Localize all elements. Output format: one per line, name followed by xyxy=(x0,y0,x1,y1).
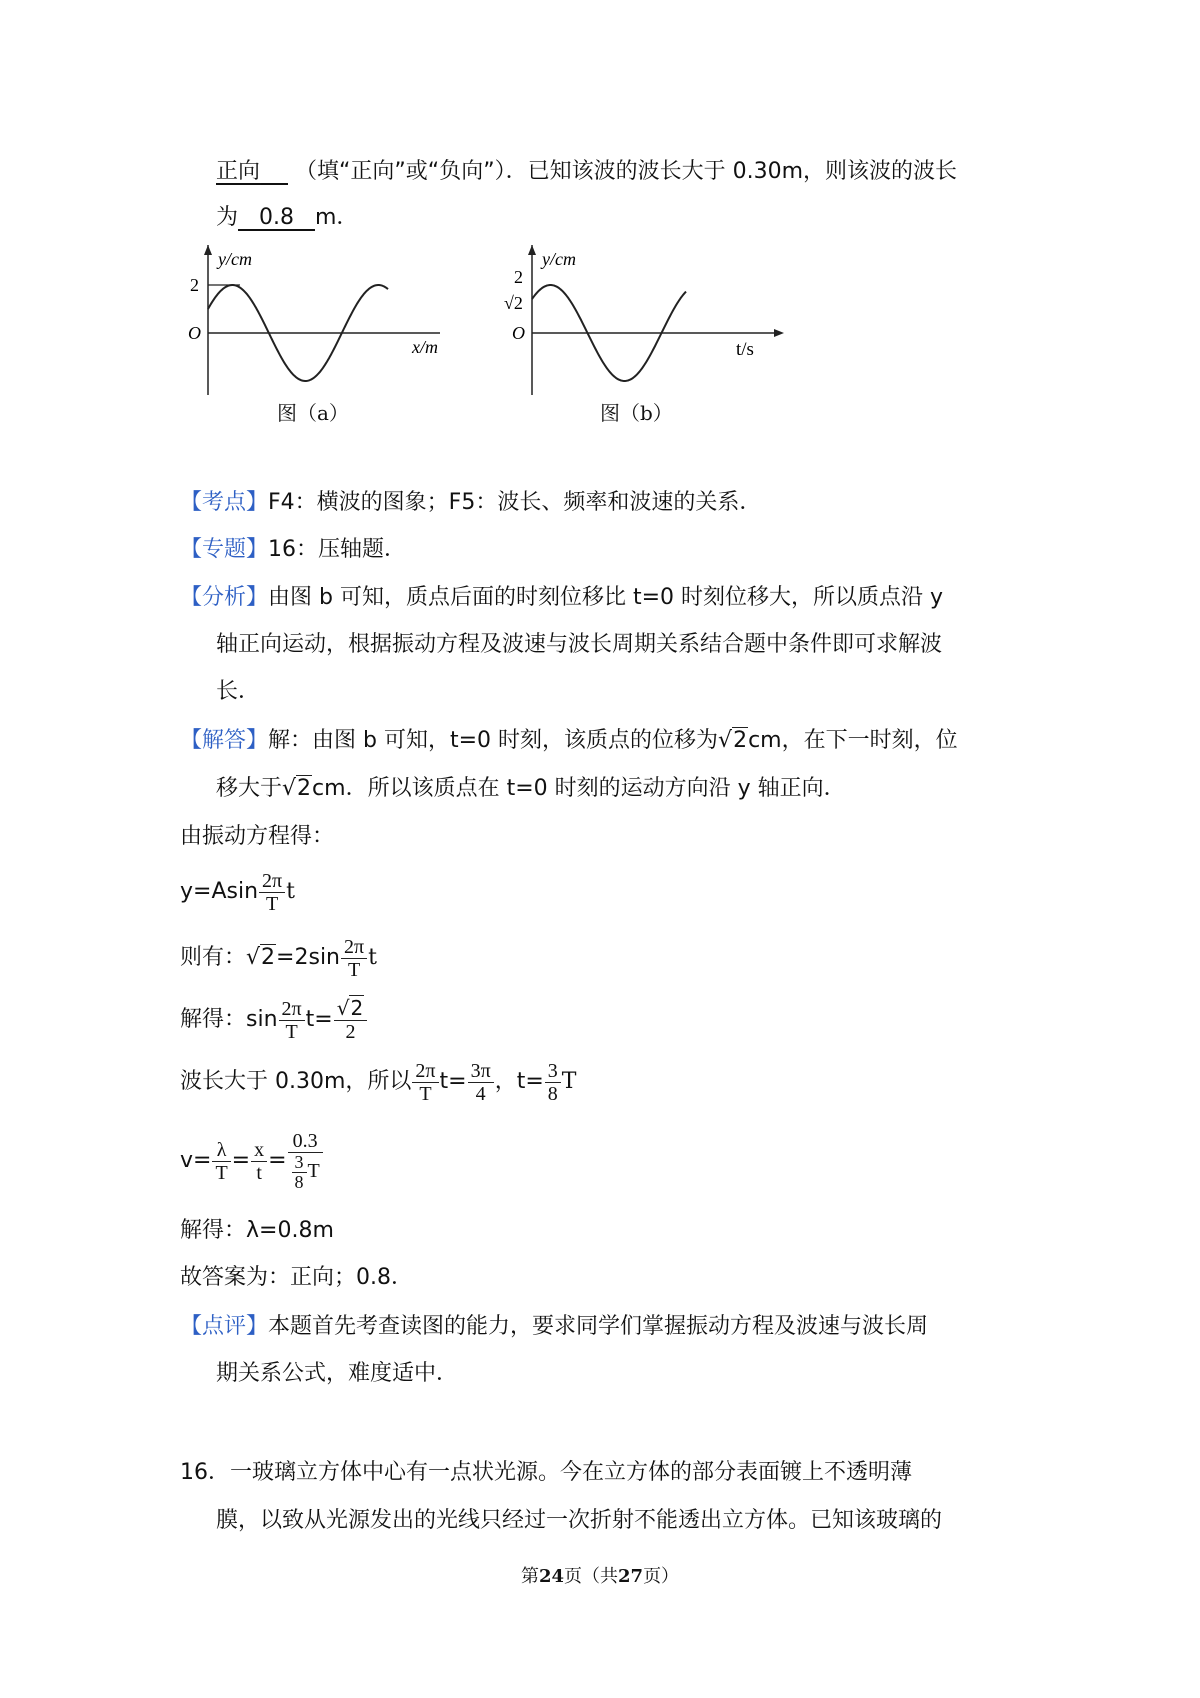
eq1-lhs: y=Asin xyxy=(180,879,259,904)
eq3-prefix: 解得：sin xyxy=(180,1007,278,1032)
eq3-rhs-radicand: 2 xyxy=(350,996,364,1020)
fig-a-caption: 图（a） xyxy=(277,401,349,425)
dianping-section xyxy=(180,1312,928,1342)
eq5-den3 xyxy=(288,1153,323,1192)
eq5-eq2: = xyxy=(268,1148,287,1173)
kaodian-text: F4：横波的图象；F5：波长、频率和波速的关系． xyxy=(268,490,762,515)
fig-b-tick-sqrt2: √2 xyxy=(504,293,523,313)
dianping-line1: 本题首先考查读图的能力，要求同学们掌握振动方程及波速与波长周 xyxy=(268,1314,929,1339)
blank-answer-direction: 正向 xyxy=(216,159,261,184)
zhuanti-section xyxy=(180,535,406,565)
eq2-t: t xyxy=(368,945,377,970)
footer-prefix: 第 xyxy=(520,1566,539,1587)
dianping-line2: 期关系公式，难度适中． xyxy=(216,1361,459,1386)
eq5-inner-num: 3 xyxy=(292,1153,307,1173)
final-answer: 故答案为：正向；0.8． xyxy=(180,1265,413,1290)
eq1-t: t xyxy=(286,879,295,904)
eq4-num2: 3π xyxy=(468,1060,494,1083)
zhuanti-tag: 【专题】 xyxy=(180,537,269,562)
sqrt-2-b-radicand: 2 xyxy=(297,776,312,801)
answer-line-1 xyxy=(216,157,957,187)
eq3-fraction xyxy=(279,998,305,1043)
fig-b-y-label: y/cm xyxy=(542,249,576,269)
fenxi-line2: 轴正向运动，根据振动方程及波速与波长周期关系结合题中条件即可求解波 xyxy=(216,632,943,657)
footer-page-number: 24 xyxy=(538,1566,564,1587)
eq4-den3: 8 xyxy=(547,1082,558,1105)
eq5-prefix: v= xyxy=(180,1148,212,1173)
eq3-rhs-num: √2 xyxy=(334,997,367,1021)
fig-b-caption: 图（b） xyxy=(600,401,673,425)
eq3-den: T xyxy=(285,1020,298,1043)
jieda-line2a: 移大于 xyxy=(216,776,283,801)
fig-a-tick-2: 2 xyxy=(190,275,199,295)
equation-3 xyxy=(180,990,368,1050)
eq2-mid: =2sin xyxy=(276,945,340,970)
sqrt-2-a-radicand: 2 xyxy=(733,728,748,753)
answer-line-2-prefix: 为 xyxy=(216,205,239,230)
eq5-fraction-2 xyxy=(251,1139,267,1184)
page-footer xyxy=(0,1562,1200,1588)
eq4-den1: T xyxy=(419,1082,432,1105)
eq5-num3: 0.3 xyxy=(288,1130,323,1153)
footer-mid: 页（共 xyxy=(564,1566,618,1587)
footer-total-pages: 27 xyxy=(618,1566,644,1587)
eq3-rhs-den: 2 xyxy=(345,1021,356,1043)
eq1-num: 2π xyxy=(259,870,285,893)
jieda-section xyxy=(180,726,958,756)
fenxi-line1: 由图 b 可知，质点后面的时刻位移比 t=0 时刻位移大，所以质点沿 y xyxy=(268,585,944,610)
eq4-fraction-3 xyxy=(545,1060,561,1105)
eq2-num: 2π xyxy=(341,936,367,959)
eq4-num3: 3 xyxy=(545,1060,561,1083)
eq2-sqrt-radicand: 2 xyxy=(261,945,276,970)
eq5-inner-T: T xyxy=(307,1160,320,1183)
fig-a-x-label: x/m xyxy=(412,337,438,357)
question-16-line1: 16．一玻璃立方体中心有一点状光源。今在立方体的部分表面镀上不透明薄 xyxy=(180,1460,912,1485)
dianping-tag: 【点评】 xyxy=(180,1314,269,1339)
eq2-fraction xyxy=(341,936,367,981)
eq3-num: 2π xyxy=(279,998,305,1021)
answer-line-2-suffix: m． xyxy=(314,205,359,230)
eq4-fraction-1 xyxy=(412,1060,438,1105)
equation-1 xyxy=(180,862,295,922)
fenxi-tag: 【分析】 xyxy=(180,585,269,610)
fig-b-tick-2: 2 xyxy=(514,267,523,287)
eq5-num1: λ xyxy=(212,1139,230,1162)
sqrt-2-b: √2 xyxy=(282,776,312,801)
eq2-sqrt: √2 xyxy=(246,945,276,970)
equation-6: 解得：λ=0.8m xyxy=(180,1218,334,1243)
jieda-tag: 【解答】 xyxy=(180,728,269,753)
jieda-line2b: cm．所以该质点在 t=0 时刻的运动方向沿 y 轴正向． xyxy=(312,776,846,801)
eq5-fraction-1 xyxy=(212,1139,230,1184)
fig-a-y-arrow xyxy=(204,245,212,255)
zhuanti-text: 16：压轴题． xyxy=(268,537,407,562)
answer-line-2 xyxy=(216,203,358,233)
equation-2 xyxy=(180,928,377,988)
blank-answer-wavelength xyxy=(238,205,315,230)
eq4-T: T xyxy=(561,1069,577,1094)
eq5-den2: t xyxy=(256,1161,262,1184)
eq5-num2: x xyxy=(251,1139,267,1162)
eq4-num1: 2π xyxy=(412,1060,438,1083)
fig-b-origin: O xyxy=(512,323,525,343)
eq1-fraction xyxy=(259,870,285,915)
answer-line-1-text: （填“正向”或“负向”）．已知该波的波长大于 0.30m，则该波的波长 xyxy=(295,159,957,184)
eq4-sep: ，t= xyxy=(494,1069,544,1094)
jieda-line1a: 解：由图 b 可知，t=0 时刻，该质点的位移为 xyxy=(268,728,719,753)
fig-b-x-arrow xyxy=(774,329,784,337)
eq4-den2: 4 xyxy=(475,1082,486,1105)
eq1-den: T xyxy=(265,892,279,915)
eq4-fraction-2 xyxy=(468,1060,494,1105)
fenxi-section xyxy=(180,583,943,613)
fig-a-y-label: y/cm xyxy=(218,249,252,269)
kaodian-tag: 【考点】 xyxy=(180,490,269,515)
eq5-fraction-3 xyxy=(288,1130,323,1192)
eq2-den: T xyxy=(347,958,361,981)
wavelength-value: 0.8 xyxy=(259,205,294,230)
fenxi-line3: 长． xyxy=(216,679,261,704)
equation-5 xyxy=(180,1116,324,1206)
footer-suffix: 页） xyxy=(643,1566,680,1587)
blank-fill xyxy=(260,159,288,184)
kaodian-section xyxy=(180,488,761,518)
eq5-den1: T xyxy=(215,1161,228,1184)
eq3-mid: t= xyxy=(305,1007,333,1032)
eq4-mid: t= xyxy=(439,1069,467,1094)
sqrt-2-a: √2 xyxy=(718,728,748,753)
fig-b-y-arrow xyxy=(528,245,536,255)
equation-4 xyxy=(180,1052,576,1112)
fig-a-origin: O xyxy=(188,323,201,343)
jieda-line1b: cm，在下一时刻，位 xyxy=(748,728,958,753)
eq2-prefix: 则有： xyxy=(180,945,247,970)
eq5-inner-den: 8 xyxy=(294,1172,304,1192)
math-intro: 由振动方程得： xyxy=(180,824,335,849)
eq4-prefix: 波长大于 0.30m，所以 xyxy=(180,1069,412,1094)
eq3-rhs-fraction xyxy=(334,997,367,1043)
question-16-line2: 膜，以致从光源发出的光线只经过一次折射不能透出立方体。已知该玻璃的 xyxy=(216,1508,943,1533)
jieda-line2 xyxy=(216,774,846,804)
eq5-eq1: = xyxy=(231,1148,251,1173)
fig-b-x-label: t/s xyxy=(736,339,754,360)
